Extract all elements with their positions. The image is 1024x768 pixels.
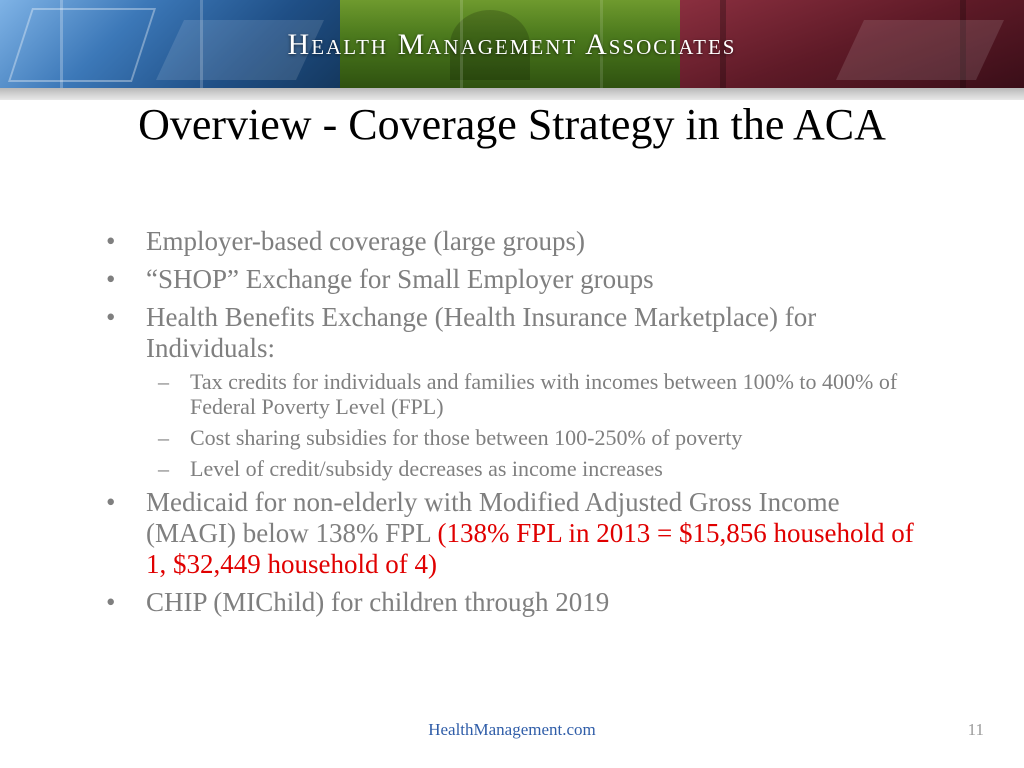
bullet-item — [100, 587, 920, 618]
header-banner — [0, 0, 1024, 88]
footer-website-link[interactable]: HealthManagement.com — [428, 720, 596, 739]
bullet-icon: • — [106, 264, 116, 294]
bullet-item — [100, 264, 920, 295]
bullet-text: Medicaid for non-elderly with Modified Adjusted Gross Income (MAGI) below 138% FPL — [146, 487, 840, 548]
company-name: Health Management Associates — [287, 28, 737, 61]
slide-title: Overview - Coverage Strategy in the ACA — [138, 100, 886, 149]
sub-bullet-text: Tax credits for individuals and families with incomes between 100% to 400% of Federal Poverty Level (FPL) — [190, 369, 898, 419]
sub-bullet-item — [100, 369, 920, 419]
bullet-icon: • — [106, 587, 116, 617]
bullet-icon: • — [106, 487, 116, 517]
slide-body — [100, 226, 920, 625]
sub-bullet-item — [100, 425, 920, 450]
bullet-icon: • — [106, 226, 116, 256]
sub-bullet-text: Level of credit/subsidy decreases as income increases — [190, 456, 663, 481]
bullet-item — [100, 302, 920, 364]
bullet-text: “SHOP” Exchange for Small Employer groups — [146, 264, 654, 294]
bullet-item — [100, 226, 920, 257]
sub-bullet-list — [100, 369, 920, 481]
dash-icon: – — [158, 425, 169, 450]
sub-bullet-text: Cost sharing subsidies for those between 100-250% of poverty — [190, 425, 743, 450]
sub-bullet-item — [100, 456, 920, 481]
dash-icon: – — [158, 456, 169, 481]
bullet-text: Health Benefits Exchange (Health Insurance Marketplace) for Individuals: — [146, 302, 817, 363]
bullet-text: CHIP (MIChild) for children through 2019 — [146, 587, 610, 617]
banner-divider — [0, 88, 1024, 100]
bullet-text: Employer-based coverage (large groups) — [146, 226, 586, 256]
fpl-highlight-text: (138% FPL in 2013 = $15,856 household of 1, $32,449 household of 4) — [146, 518, 914, 579]
bullet-icon: • — [106, 302, 116, 332]
page-number: 11 — [967, 720, 984, 739]
bullet-item — [100, 487, 920, 580]
dash-icon: – — [158, 369, 169, 394]
